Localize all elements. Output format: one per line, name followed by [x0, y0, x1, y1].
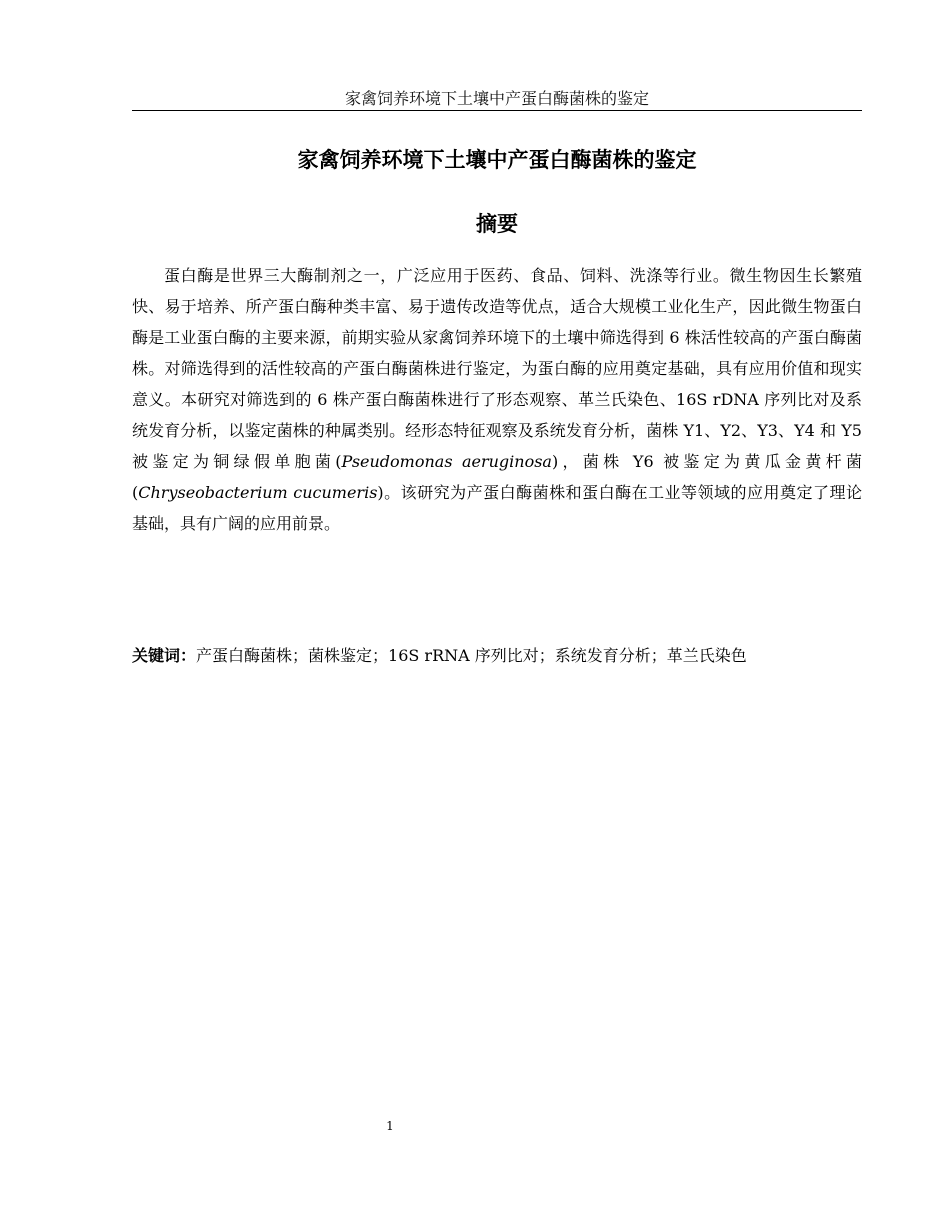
keywords-text: 产蛋白酶菌株；菌株鉴定；16S rRNA 序列比对；系统发育分析；革兰氏染色 [196, 646, 747, 665]
keywords-label: 关键词： [132, 646, 197, 665]
header-divider [132, 110, 862, 111]
abstract-text-part1: 蛋白酶是世界三大酶制剂之一，广泛应用于医药、食品、饲料、洗涤等行业。微生物因生长繁殖快、易于培养、所产蛋白酶种类丰富、易于遗传改造等优点，适合大规模工业化生产，因此微生物蛋白酶是工业蛋白酶的主要来源，前期实验从家禽饲养环境下的土壤中筛选得到 6 株活性较高的产蛋白酶菌株。对筛选得到的活性较高的产蛋白酶菌株进行鉴定，为蛋白酶的应用奠定基础，具有应用价值和现实意义。本研究对筛选到的 6 株产蛋白酶菌株进行了形态观察、革兰氏染色、16S rDNA 序列比对及系统发育分析，以鉴定菌株的种属类别。经形态特征观察及系统发育分析，菌株 Y1、Y2、Y3、Y4 和 Y5 被鉴定为铜绿假单胞菌( [132, 266, 862, 471]
page-number: 1 [386, 1119, 394, 1133]
species-name-pseudomonas: Pseudomonas aeruginosa [341, 452, 552, 471]
running-header: 家禽饲养环境下土壤中产蛋白酶菌株的鉴定 [344, 89, 649, 108]
abstract-text-part3: )。该研究为产蛋白酶菌株和蛋白酶在工业等领域的应用奠定了理论基础，具有广阔的应用前景。 [132, 483, 862, 533]
abstract-heading: 摘要 [476, 212, 518, 236]
species-name-chryseobacterium: Chryseobacterium cucumeris [138, 483, 378, 502]
keywords-line [132, 640, 862, 671]
document-title: 家禽饲养环境下土壤中产蛋白酶菌株的鉴定 [297, 148, 697, 172]
abstract-text-part2: )，菌株 Y6 被鉴定为黄瓜金黄杆菌( [132, 452, 862, 502]
abstract-paragraph [132, 260, 862, 539]
